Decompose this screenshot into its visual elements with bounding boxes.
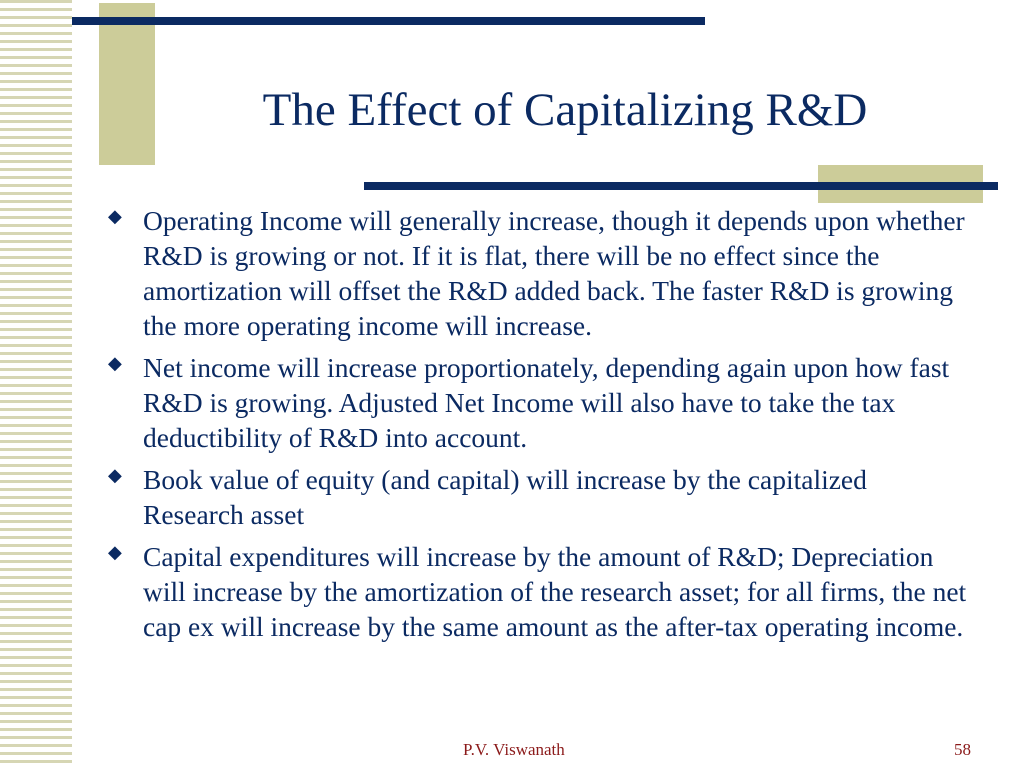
footer-author: P.V. Viswanath [463,740,565,759]
bullet-list [104,203,974,651]
diamond-bullet-icon: ◆ [108,206,122,226]
slide-title: The Effect of Capitalizing R&D [262,84,868,136]
decorative-top-bar [72,17,705,25]
bullet-item [104,539,974,644]
page-number: 58 [954,740,971,759]
decorative-stripes [0,0,72,768]
bullet-item [104,350,974,455]
diamond-bullet-icon: ◆ [108,353,122,373]
bullet-item [104,203,974,343]
decorative-tan-block-left [99,3,155,165]
bullet-text: Operating Income will generally increase, though it depends upon whether R&D is growing or not. If it is flat, there will be no effect since the amortization will offset the R&D added back. The faster R&D is growing the more operating income will increase. [143,205,965,341]
diamond-bullet-icon: ◆ [108,542,122,562]
bullet-text: Capital expenditures will increase by the amount of R&D; Depreciation will increase by the amortization of the research asset; for all firms, the net cap ex will increase by the same amount as the after-tax operating income. [143,541,967,642]
bullet-text: Net income will increase proportionately, depending again upon how fast R&D is growing. Adjusted Net Income will also have to take the tax deductibility of R&D into account. [143,352,950,453]
diamond-bullet-icon: ◆ [108,465,122,485]
bullet-item [104,462,974,532]
bullet-text: Book value of equity (and capital) will increase by the capitalized Research asset [143,464,867,530]
decorative-title-underline-bar [364,182,998,190]
